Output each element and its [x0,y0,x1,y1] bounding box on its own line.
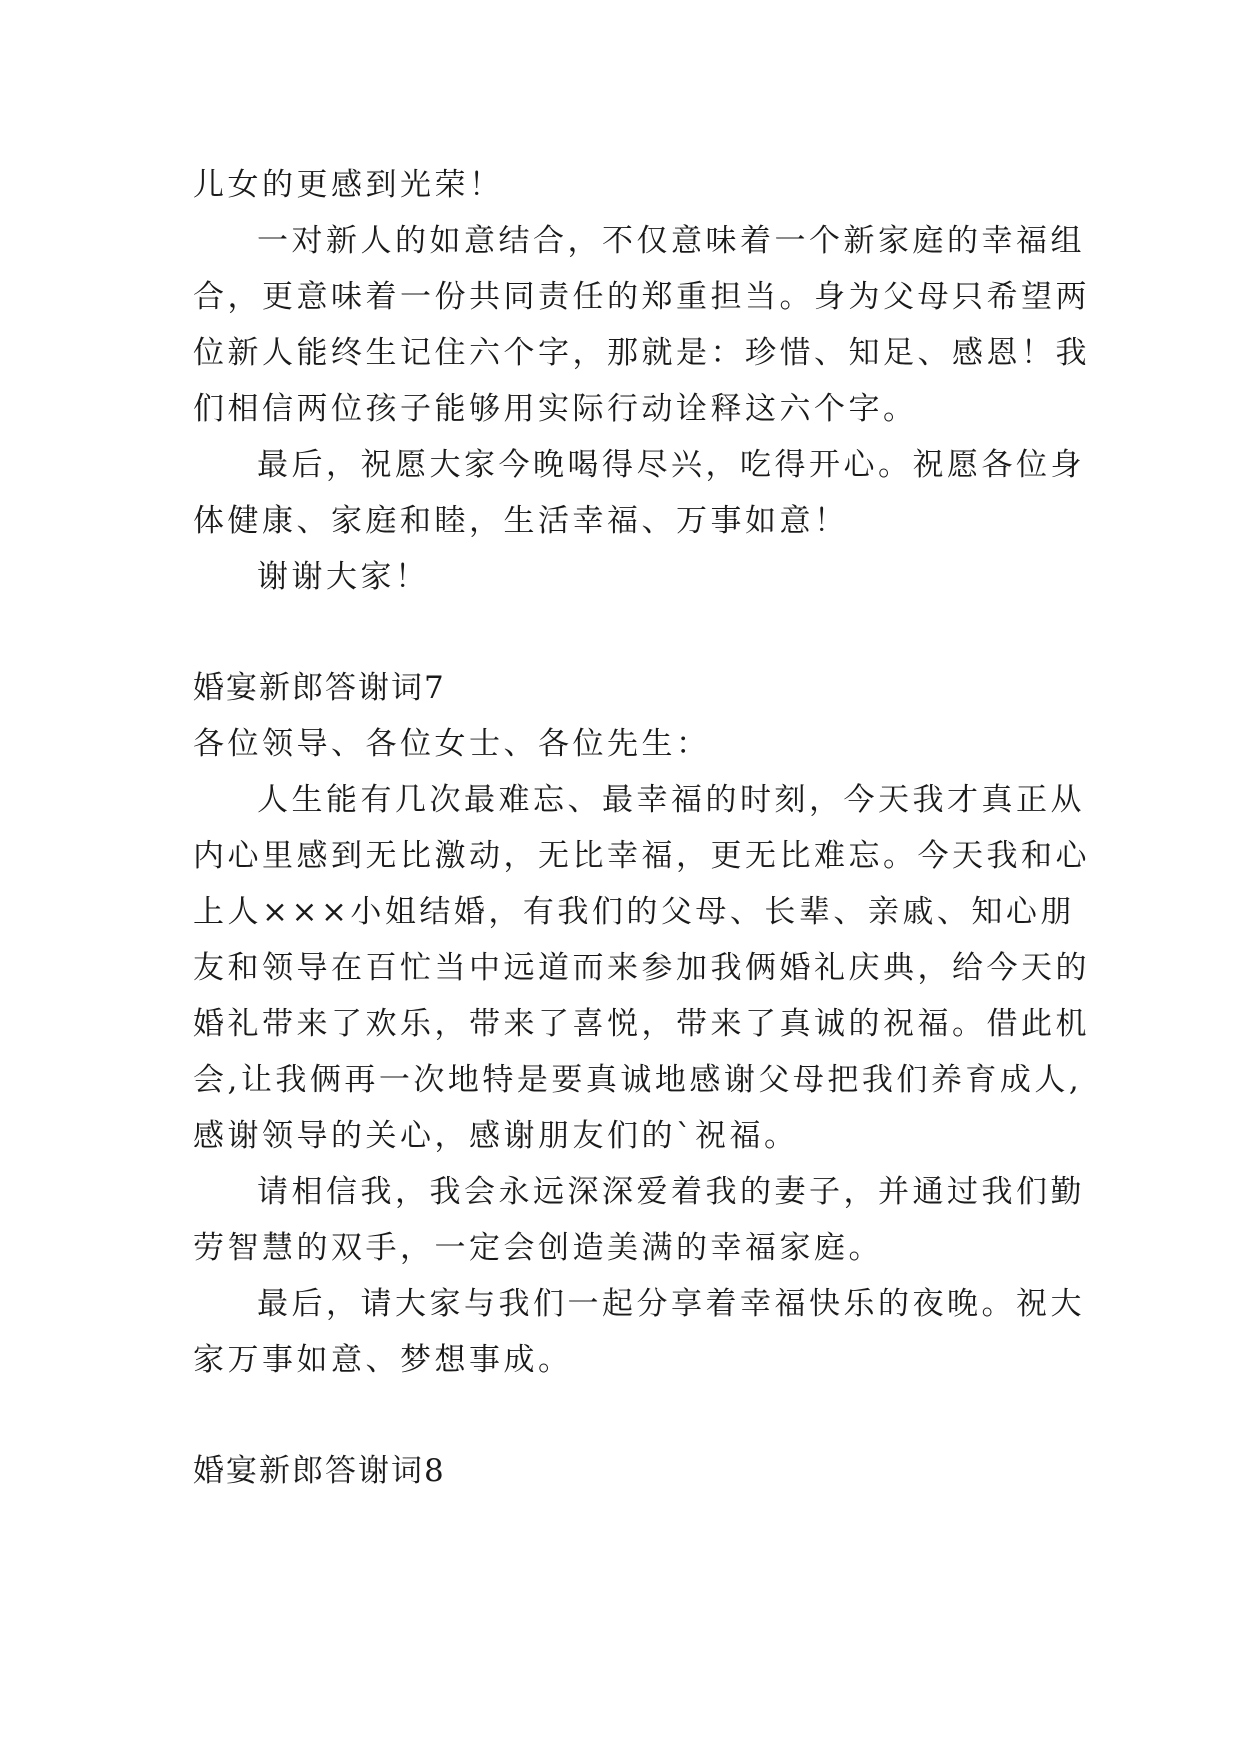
text-line: 一对新人的如意结合，不仅意味着一个新家庭的幸福组 [257,223,1085,259]
text-line: 们相信两位孩子能够用实际行动诠释这六个字。 [193,391,918,427]
text-line: 内心里感到无比激动，无比幸福，更无比难忘。今天我和心 [193,838,1090,874]
text-line: 婚礼带来了欢乐，带来了喜悦，带来了真诚的祝福。借此机 [193,1006,1090,1042]
text-line: 友和领导在百忙当中远道而来参加我俩婚礼庆典，给今天的 [193,950,1090,986]
section-title: 婚宴新郎答谢词7 [193,670,446,706]
salutation: 各位领导、各位女士、各位先生： [193,726,711,762]
text-line: 会,让我俩再一次地特是要真诚地感谢父母把我们养育成人, [193,1062,1083,1098]
text-line: 儿女的更感到光荣！ [193,167,504,203]
text-line: 家万事如意、梦想事成。 [193,1342,573,1378]
text-line: 请相信我，我会永远深深爱着我的妻子，并通过我们勤 [257,1174,1085,1210]
section-title: 婚宴新郎答谢词8 [193,1453,446,1489]
text-line: 位新人能终生记住六个字，那就是：珍惜、知足、感恩！我 [193,335,1090,371]
text-line: 感谢领导的关心，感谢朋友们的`祝福。 [193,1118,799,1154]
text-line: 体健康、家庭和睦，生活幸福、万事如意！ [193,503,849,539]
text-line: 上人×××小姐结婚，有我们的父母、长辈、亲戚、知心朋 [193,894,1075,930]
text-line: 最后，祝愿大家今晚喝得尽兴，吃得开心。祝愿各位身 [257,447,1085,483]
text-line: 人生能有几次最难忘、最幸福的时刻，今天我才真正从 [257,782,1085,818]
text-line: 劳智慧的双手，一定会创造美满的幸福家庭。 [193,1230,883,1266]
text-line: 合，更意味着一份共同责任的郑重担当。身为父母只希望两 [193,279,1090,315]
text-line: 谢谢大家！ [257,559,430,595]
text-line: 最后，请大家与我们一起分享着幸福快乐的夜晚。祝大 [257,1286,1085,1322]
